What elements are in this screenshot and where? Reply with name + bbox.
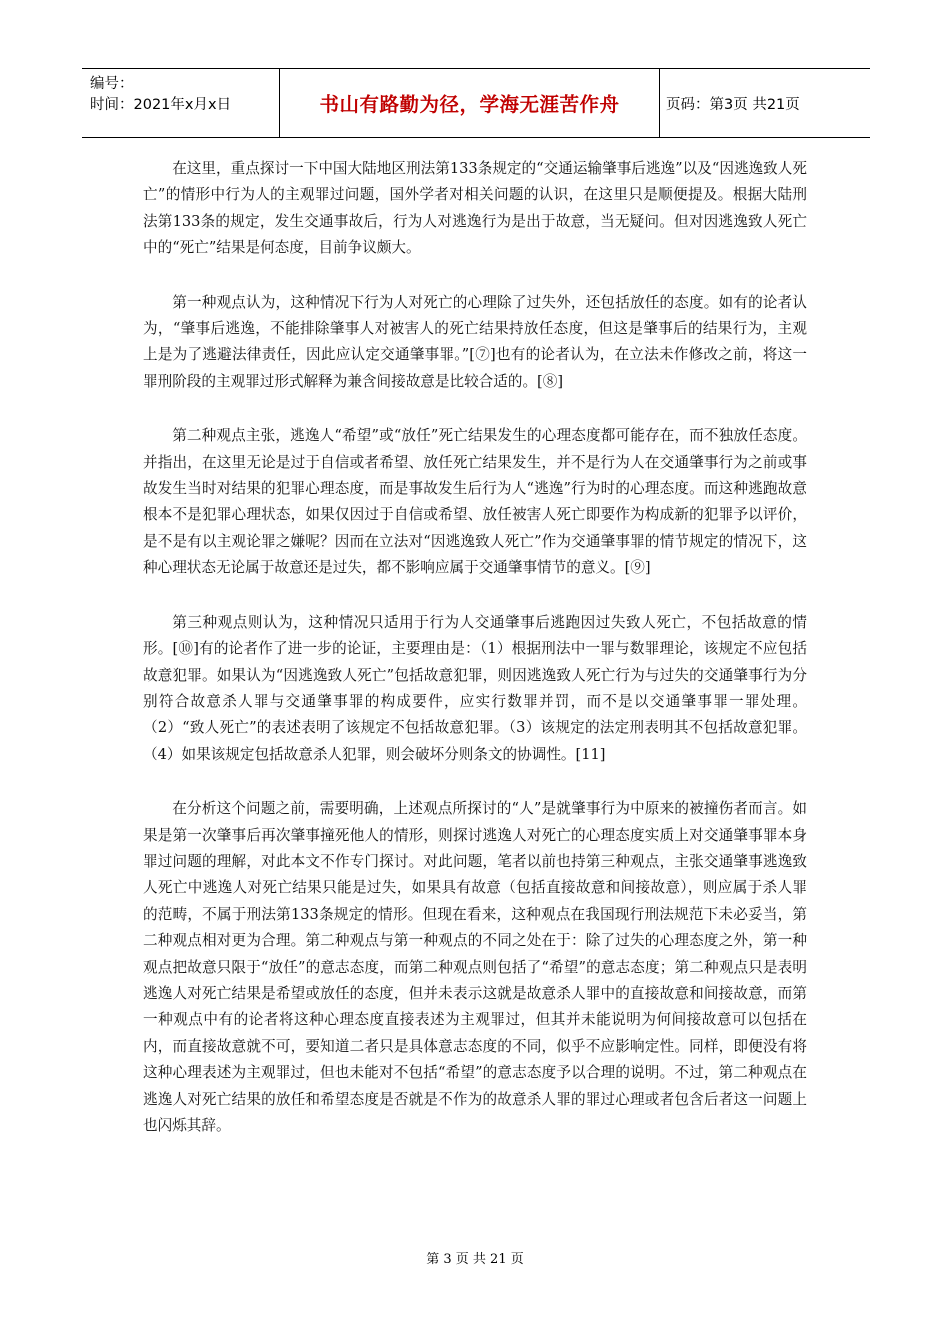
- document-date-label: 时间：2021年x月x日: [90, 97, 232, 113]
- header-page-info: 页码：第3页 共21页: [666, 96, 800, 113]
- header-left-cell: [82, 69, 280, 137]
- document-body: [143, 156, 807, 1167]
- header-motto: 书山有路勤为径，学海无涯苦作舟: [319, 93, 620, 116]
- paragraph-first-view: 第一种观点认为，这种情况下行为人对死亡的心理除了过失外，还包括放任的态度。如有的论者认为，“肇事后逃逸，不能排除肇事人对被害人的死亡结果持放任态度，但这是肇事后的结果行为，主观上是为了逃避法律责任，因此应认定交通肇事罪。”[⑦]也有的论者认为，在立法未作修改之前，将这一罪刑阶段的主观罪过形式解释为兼含间接故意是比较合适的。[⑧]: [143, 293, 807, 390]
- header-motto-cell: [280, 69, 660, 137]
- paragraph-analysis: 在分析这个问题之前，需要明确，上述观点所探讨的“人”是就肇事行为中原来的被撞伤者而言。如果是第一次肇事后再次肇事撞死他人的情形，则探讨逃逸人对死亡的心理态度实质上对交通肇事罪本身罪过问题的理解，对此本文不作专门探讨。对此问题，笔者以前也持第三种观点，主张交通肇事逃逸致人死亡中逃逸人对死亡结果只能是过失，如果具有故意（包括直接故意和间接故意），则应属于杀人罪的范畴，不属于刑法第133条规定的情形。但现在看来，这种观点在我国现行刑法规范下未必妥当，第二种观点相对更为合理。第二种观点与第一种观点的不同之处在于：除了过失的心理态度之外，第一种观点把故意只限于“放任”的意志态度，而第二种观点则包括了“希望”的意志态度；第二种观点只是表明逃逸人对死亡结果是希望或放任的态度，但并未表示这就是故意杀人罪中的直接故意和间接故意，而第一种观点中有的论者将这种心理态度直接表述为主观罪过，但其并未能说明为何间接故意可以包括在内，而直接故意就不可，要知道二者只是具体意志态度的不同，似乎不应影响定性。同样，即便没有将这种心理表述为主观罪过，但也未能对不包括“希望”的意志态度予以合理的说明。不过，第二种观点在逃逸人对死亡结果的放任和希望态度是否就是不作为的故意杀人罪的罪过心理或者包含后者这一问题上也闪烁其辞。: [143, 800, 807, 1134]
- paragraph-third-view: 第三种观点则认为，这种情况只适用于行为人交通肇事后逃跑因过失致人死亡，不包括故意的情形。[⑩]有的论者作了进一步的论证，主要理由是：（1）根据刑法中一罪与数罪理论，该规定不应包括故意犯罪。如果认为“因逃逸致人死亡”包括故意犯罪，则因逃逸致人死亡行为与过失的交通肇事行为分别符合故意杀人罪与交通肇事罪的构成要件，应实行数罪并罚，而不是以交通肇事罪一罪处理。（2）“致人死亡”的表述表明了该规定不包括故意犯罪。（3）该规定的法定刑表明其不包括故意犯罪。（4）如果该规定包括故意杀人犯罪，则会破坏分则条文的协调性。[11]: [143, 613, 807, 763]
- page-footer: 第 3 页 共 21 页: [426, 1252, 524, 1267]
- document-number-label: 编号：: [90, 76, 134, 92]
- page-header: [82, 68, 870, 138]
- header-page-cell: [660, 69, 870, 137]
- paragraph-intro: 在这里，重点探讨一下中国大陆地区刑法第133条规定的“交通运输肇事后逃逸”以及“因逃逸致人死亡”的情形中行为人的主观罪过问题，国外学者对相关问题的认识，在这里只是顺便提及。根据大陆刑法第133条的规定，发生交通事故后，行为人对逃逸行为是出于故意，当无疑问。但对因逃逸致人死亡中的“死亡”结果是何态度，目前争议颇大。: [143, 160, 807, 257]
- paragraph-second-view: 第二种观点主张，逃逸人“希望”或“放任”死亡结果发生的心理态度都可能存在，而不独放任态度。并指出，在这里无论是过于自信或者希望、放任死亡结果发生，并不是行为人在交通肇事行为之前或事故发生当时对结果的犯罪心理态度，而是事故发生后行为人“逃逸”行为时的心理态度。而这种逃跑故意根本不是犯罪心理状态，如果仅因过于自信或希望、放任被害人死亡即要作为构成新的犯罪予以评价，是不是有以主观论罪之嫌呢？因而在立法对“因逃逸致人死亡”作为交通肇事罪的情节规定的情况下，这种心理状态无论属于故意还是过失，都不影响应属于交通肇事情节的意义。[⑨]: [143, 427, 807, 577]
